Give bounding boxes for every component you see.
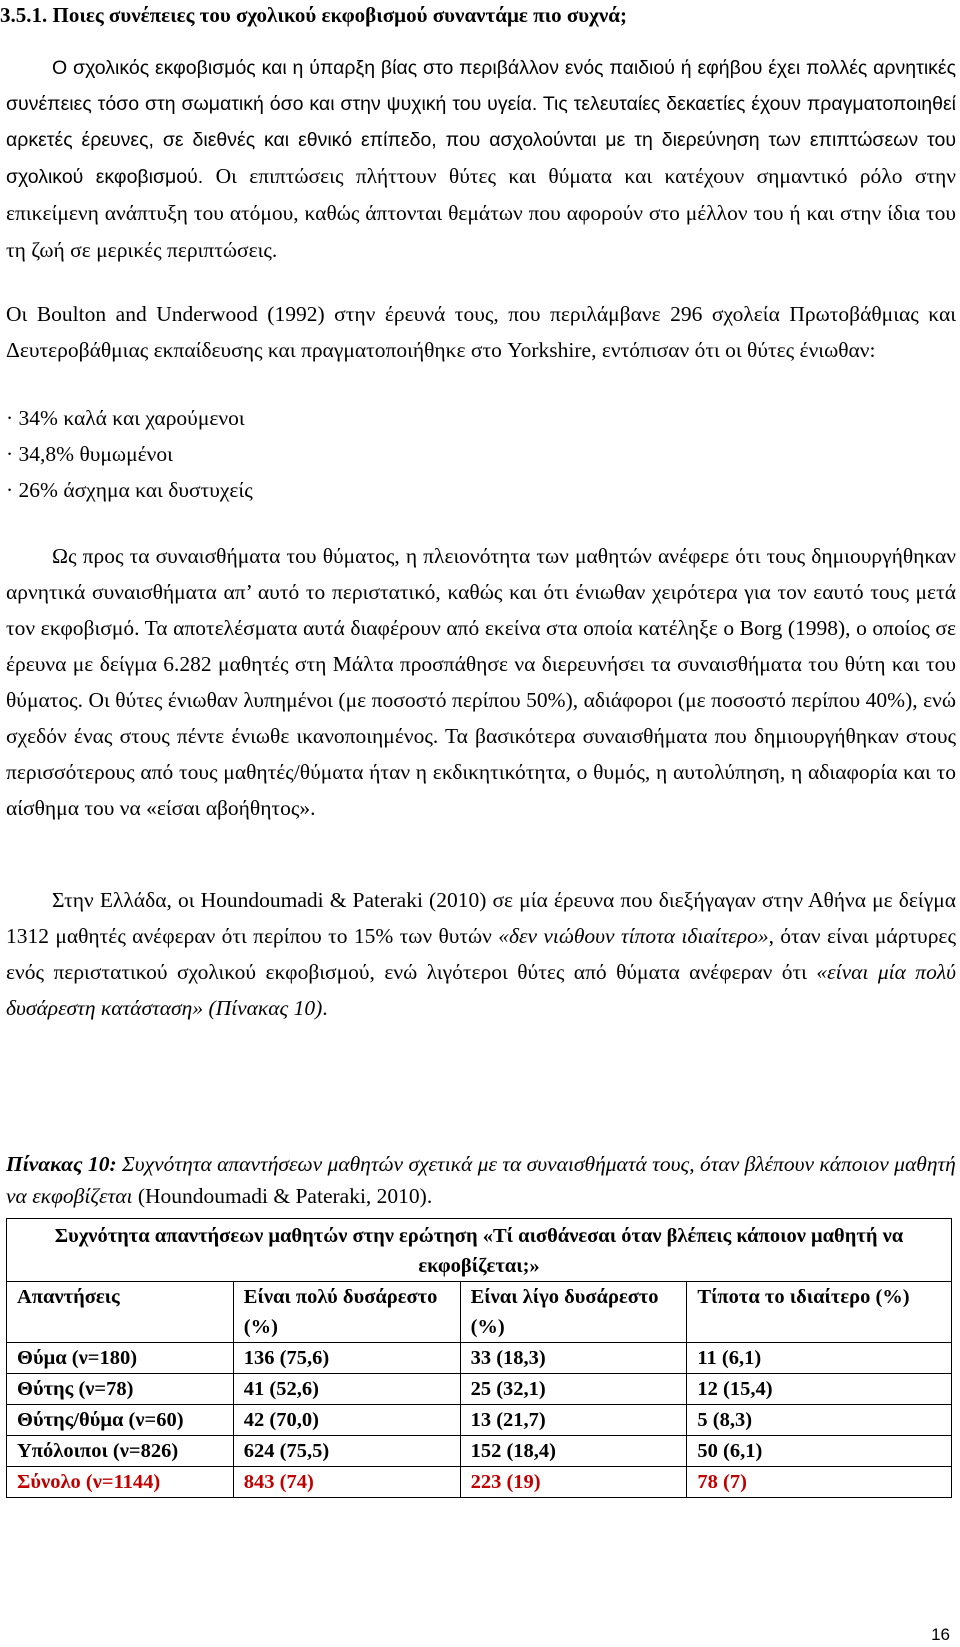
paragraph-4	[6, 882, 956, 1026]
header-cell: Απαντήσεις	[7, 1282, 234, 1343]
bullet-item: · 34% καλά και χαρούμενοι	[6, 406, 245, 430]
header-cell: Τίποτα το ιδιαίτερο (%)	[687, 1282, 952, 1343]
paragraph-1	[6, 50, 956, 269]
table-cell: Θύτης (ν=78)	[7, 1374, 234, 1405]
table-row	[7, 1374, 952, 1405]
total-cell: 78 (7)	[687, 1467, 952, 1498]
total-cell: 843 (74)	[233, 1467, 460, 1498]
paragraph-4-part-c: .	[322, 996, 328, 1020]
table-title: Συχνότητα απαντήσεων μαθητών στην ερώτηση «Τί αισθάνεσαι όταν βλέπεις κάποιον μαθητή να εκφοβίζεται;»	[7, 1219, 952, 1282]
table-row	[7, 1436, 952, 1467]
table-cell: 12 (15,4)	[687, 1374, 952, 1405]
table-cell: 11 (6,1)	[687, 1343, 952, 1374]
table-cell: 624 (75,5)	[233, 1436, 460, 1467]
table-cell: 152 (18,4)	[460, 1436, 687, 1467]
total-cell: Σύνολο (ν=1144)	[7, 1467, 234, 1498]
paragraph-3: Ως προς τα συναισθήματα του θύματος, η πλειονότητα των μαθητών ανέφερε ότι τους δημιουργήθηκαν αρνητικά συναισθήματα απ’ αυτό το περιστατικό, καθώς και ότι ένιωθαν χειρότερα για τον εαυτό τους μετά τον εκφοβισμό. Τα αποτελέσματα αυτά διαφέρουν από εκείνα στα οποία κατέληξε ο Borg (1998), ο οποίος σε έρευνα με δείγμα 6.282 μαθητές στη Μάλτα προσπάθησε να διερευνήσει τα συναισθήματα του θύτη και του θύματος. Οι θύτες ένιωθαν λυπημένοι (με ποσοστό περίπου 50%), αδιάφοροι (με ποσοστό περίπου 40%), ενώ σχεδόν ένας στους πέντε ένιωθε ικανοποιημένος. Τα βασικότερα συναισθήματα που δημιουργήθηκαν στους περισσότερους από τους μαθητές/θύματα ήταν η εκδικητικότητα, ο θυμός, η αυτολύπηση, η αδιαφορία και το αίσθημα του να «είσαι αβοήθητος».	[6, 544, 956, 820]
caption-label: Πίνακας 10:	[6, 1152, 117, 1176]
table-row	[7, 1405, 952, 1436]
caption-citation: (Houndoumadi & Pateraki, 2010).	[132, 1184, 433, 1208]
table-cell: 41 (52,6)	[233, 1374, 460, 1405]
paragraph-4-part-a: Στην Ελλάδα, οι Houndoumadi & Pateraki (2010) σε μία έρευνα που διεξήγαγαν στην Αθήνα με δείγμα 1312 μαθητές ανέφεραν ότι περίπου το 15% των θυτών	[6, 888, 956, 948]
paragraph-2: Οι Boulton and Underwood (1992) στην έρευνά τους, που περιλάμβανε 296 σχολεία Πρωτοβάθμιας και Δευτεροβάθμιας εκπαίδευσης και πραγματοποιήθηκε στο Yorkshire, εντόπισαν ότι οι θύτες ένιωθαν:	[6, 302, 956, 362]
header-cell: Είναι λίγο δυσάρεστο (%)	[460, 1282, 687, 1343]
bullet-list	[6, 400, 253, 508]
table-title-row	[7, 1219, 952, 1282]
paragraph-1-rest: Οι επιπτώσεις πλήττουν θύτες και θύματα και κατέχουν σημαντικό ρόλο στην επικείμενη ανάπτυξη του ατόμου, καθώς άπτονται θεμάτων που αφορούν στο μέλλον του ή και στην ίδια του τη ζωή σε μερικές περιπτώσεις.	[6, 164, 957, 262]
total-cell: 223 (19)	[460, 1467, 687, 1498]
table-cell: Θύμα (ν=180)	[7, 1343, 234, 1374]
bullet-item: · 34,8% θυμωμένοι	[6, 442, 173, 466]
table-cell: 13 (21,7)	[460, 1405, 687, 1436]
page-number: 16	[931, 1625, 950, 1644]
section-heading: 3.5.1. Ποιες συνέπειες του σχολικού εκφοβισμού συναντάμε πιο συχνά;	[0, 3, 627, 27]
table-cell: 136 (75,6)	[233, 1343, 460, 1374]
table-cell: 33 (18,3)	[460, 1343, 687, 1374]
table-header-row	[7, 1282, 952, 1343]
quote-2: «είναι μία πολύ δυσάρεστη κατάσταση» (Πίνακας 10)	[6, 960, 956, 1020]
table-cell: Υπόλοιποι (ν=826)	[7, 1436, 234, 1467]
table-total-row	[7, 1467, 952, 1498]
table-row	[7, 1343, 952, 1374]
table-cell: 42 (70,0)	[233, 1405, 460, 1436]
table-cell: 50 (6,1)	[687, 1436, 952, 1467]
bullet-item: · 26% άσχημα και δυστυχείς	[6, 478, 253, 502]
table-cell: 25 (32,1)	[460, 1374, 687, 1405]
caption-text: Συχνότητα απαντήσεων μαθητών σχετικά με τα συναισθήματά τους, όταν βλέπουν κάποιον μαθητή να εκφοβίζεται	[6, 1152, 956, 1208]
results-table	[6, 1218, 952, 1498]
table-caption	[6, 1148, 956, 1212]
table-cell: 5 (8,3)	[687, 1405, 952, 1436]
header-cell: Είναι πολύ δυσάρεστο (%)	[233, 1282, 460, 1343]
paragraph-4-part-b: , όταν είναι μάρτυρες ενός περιστατικού σχολικού εκφοβισμού, ενώ λιγότεροι θύτες από θύματα ανέφεραν ότι	[6, 924, 956, 984]
paragraph-1-intro: Ο σχολικός εκφοβισμός και η ύπαρξη βίας στο περιβάλλον ενός παιδιού ή εφήβου έχει πολλές αρνητικές συνέπειες τόσο στη σωματική όσο και στην ψυχική του υγεία. Τις τελευταίες δεκαετίες έχουν πραγματοποιηθεί αρκετές έρευνες, σε διεθνές και εθνικό επίπεδο, που ασχολούνται με τη διερεύνηση των επιπτώσεων του σχολικού εκφοβισμού.	[6, 57, 956, 188]
table-cell: Θύτης/θύμα (ν=60)	[7, 1405, 234, 1436]
quote-1: «δεν νιώθουν τίποτα ιδιαίτερο»	[498, 924, 769, 948]
